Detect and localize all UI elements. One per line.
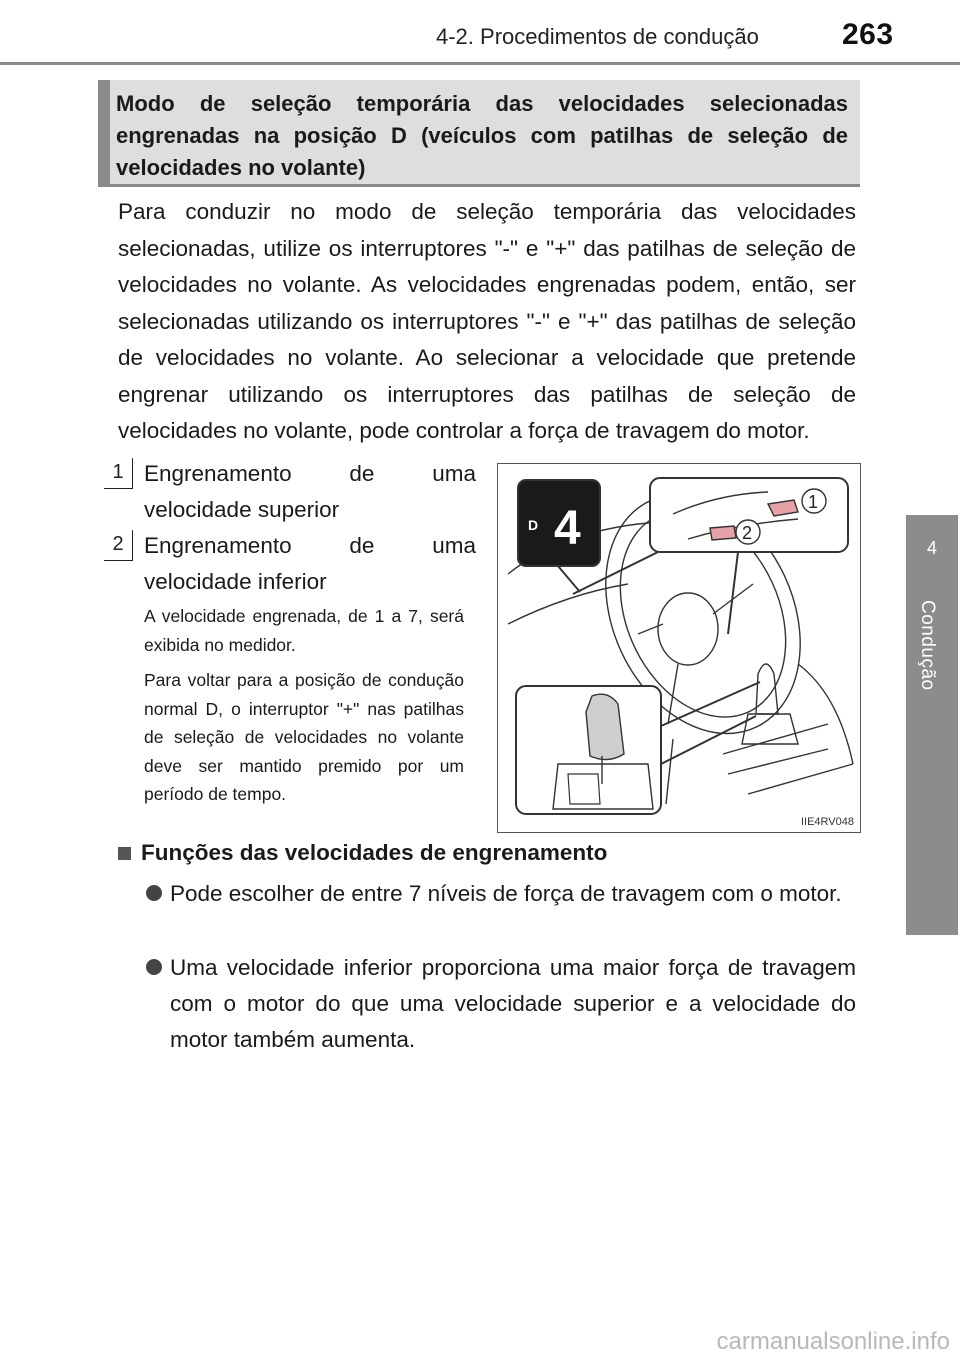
header-section-title: 4-2. Procedimentos de condução: [436, 24, 759, 49]
bullet-text: Pode escolher de entre 7 níveis de força de travagem com o motor.: [170, 881, 842, 906]
item-text: Engrenamento de uma velocidade inferior: [144, 533, 476, 594]
item-number: 2: [104, 530, 133, 561]
bullet-text: Uma velocidade inferior proporciona uma maior força de travagem com o motor do que uma velocidade superior e a velocidade do motor também aumenta.: [170, 955, 856, 1052]
figure-code: IIE4RV048: [800, 816, 854, 828]
subheading: [118, 840, 607, 866]
steering-paddle-figure: [497, 463, 861, 833]
chapter-side-tab: [906, 515, 958, 935]
section-title-box: [98, 80, 860, 187]
subheading-text: Funções das velocidades de engrenamento: [141, 840, 608, 865]
chapter-number: 4: [926, 538, 937, 558]
display-letter: D: [528, 517, 539, 533]
item-text: Engrenamento de uma velocidade superior: [144, 461, 476, 522]
callout-1: 1: [808, 492, 819, 512]
section-title: Modo de seleção temporária das velocidades selecionadas engrenadas na posição D (veículos com patilhas de seleção de velocidades no volante): [116, 91, 848, 180]
bullet-dot-icon: [146, 885, 162, 901]
page-number: 263: [842, 18, 894, 51]
watermark: carmanualsonline.info: [716, 1328, 950, 1355]
chapter-label: Condução: [917, 600, 938, 691]
bullet-dot-icon: [146, 959, 162, 975]
note-gear-display: A velocidade engrenada, de 1 a 7, será exibida no medidor.: [144, 606, 464, 655]
square-bullet-icon: [118, 847, 131, 860]
header-rule: [0, 62, 960, 65]
note-return-to-d: Para voltar para a posição de condução normal D, o interruptor "+" nas patilhas de seleção de velocidades no volante deve ser mantido premido por um período de tempo.: [144, 670, 464, 804]
callout-2: 2: [742, 523, 753, 543]
title-accent-bar: [98, 80, 110, 184]
item-number: 1: [104, 458, 133, 489]
display-digit: 4: [554, 502, 581, 555]
intro-paragraph: Para conduzir no modo de seleção temporária das velocidades selecionadas, utilize os interruptores "-" e "+" das patilhas de seleção de velocidades no volante. As velocidades engrenadas podem, então, ser selecionadas utilizando os interruptores "-" e "+" das patilhas de seleção de velocidades no volante. Ao selecionar a velocidade que pretende engrenar utilizando os interruptores das patilhas de seleção de velocidades no volante, pode controlar a força de travagem do motor.: [118, 199, 856, 443]
figure-illustration: [498, 464, 860, 832]
